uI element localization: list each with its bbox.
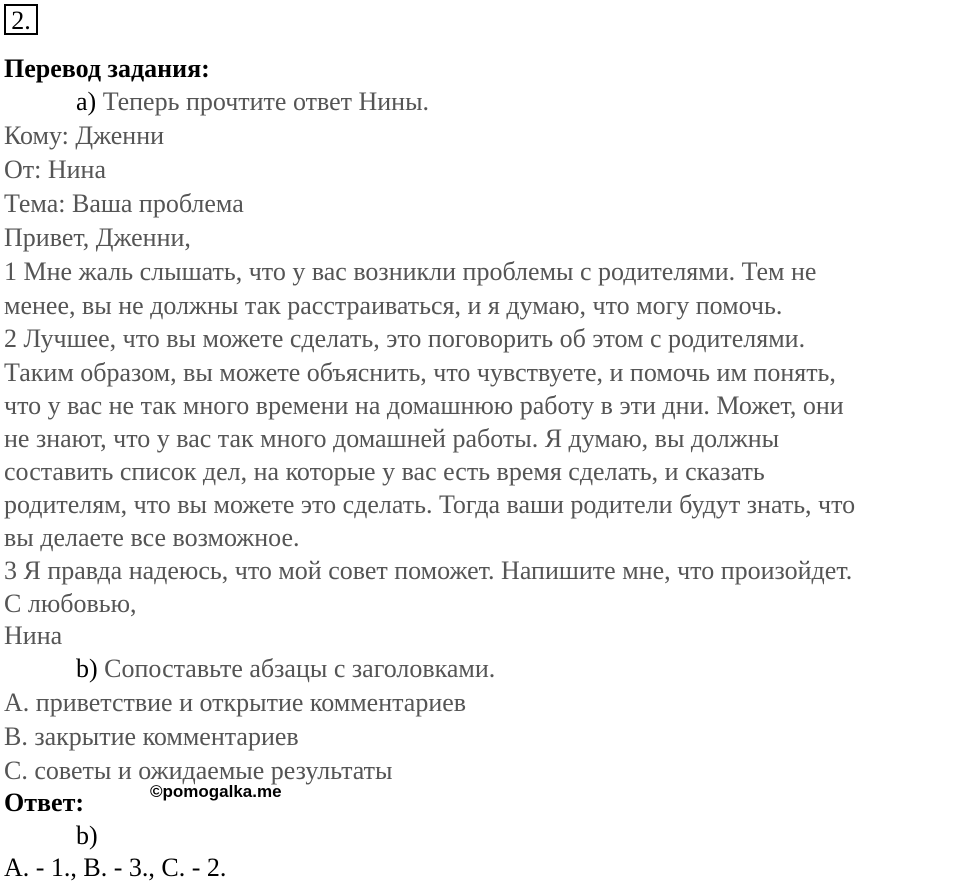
- email-body-line: составить список дел, на которые у вас есть время сделать, и сказать: [4, 457, 765, 486]
- email-body-line: 1 Мне жаль слышать, что у вас возникли проблемы с родителями. Тем не: [4, 257, 817, 286]
- answer-marker: b): [76, 821, 98, 850]
- email-body-line: 2 Лучшее, что вы можете сделать, это поговорить об этом с родителями.: [4, 324, 806, 353]
- email-signature: Нина: [4, 621, 63, 650]
- answer-text: A. - 1., B. - 3., C. - 2.: [4, 853, 227, 882]
- part-a-text: Теперь прочтите ответ Нины.: [96, 87, 430, 116]
- email-subject: Тема: Ваша проблема: [4, 189, 244, 218]
- answer-heading: Ответ:: [4, 788, 85, 817]
- task-number-box: 2.: [4, 4, 38, 35]
- option-c: C. советы и ожидаемые результаты: [4, 756, 393, 785]
- email-greeting: Привет, Дженни,: [4, 223, 191, 252]
- email-to: Кому: Дженни: [4, 121, 165, 150]
- part-b-instruction: [76, 652, 495, 686]
- email-body-line: не знают, что у вас так много домашней работы. Я думаю, вы должны: [4, 424, 780, 453]
- option-b: B. закрытие комментариев: [4, 722, 299, 751]
- part-b-text: Сопоставьте абзацы с заголовками.: [97, 654, 496, 683]
- email-body-line: Таким образом, вы можете объяснить, что чувствуете, и помочь им понять,: [4, 358, 836, 387]
- email-body-line: менее, вы не должны так расстраиваться, и я думаю, что могу помочь.: [4, 291, 783, 320]
- email-body-line: вы делаете все возможное.: [4, 523, 300, 552]
- part-b-marker: b): [76, 654, 98, 683]
- email-body-line: 3 Я правда надеюсь, что мой совет поможет. Напишите мне, что произойдет.: [4, 556, 853, 585]
- part-a-marker: a): [76, 87, 97, 116]
- option-a: A. приветствие и открытие комментариев: [4, 688, 467, 717]
- email-body-line: родителям, что вы можете это сделать. Тогда ваши родители будут знать, что: [4, 490, 856, 519]
- translation-heading: Перевод задания:: [4, 54, 210, 83]
- email-closing: С любовью,: [4, 589, 137, 618]
- email-from: От: Нина: [4, 155, 107, 184]
- part-a-instruction: [76, 85, 429, 119]
- email-body-line: что у вас не так много времени на домашнюю работу в эти дни. Может, они: [4, 391, 844, 420]
- watermark: ©pomogalka.me: [150, 782, 282, 801]
